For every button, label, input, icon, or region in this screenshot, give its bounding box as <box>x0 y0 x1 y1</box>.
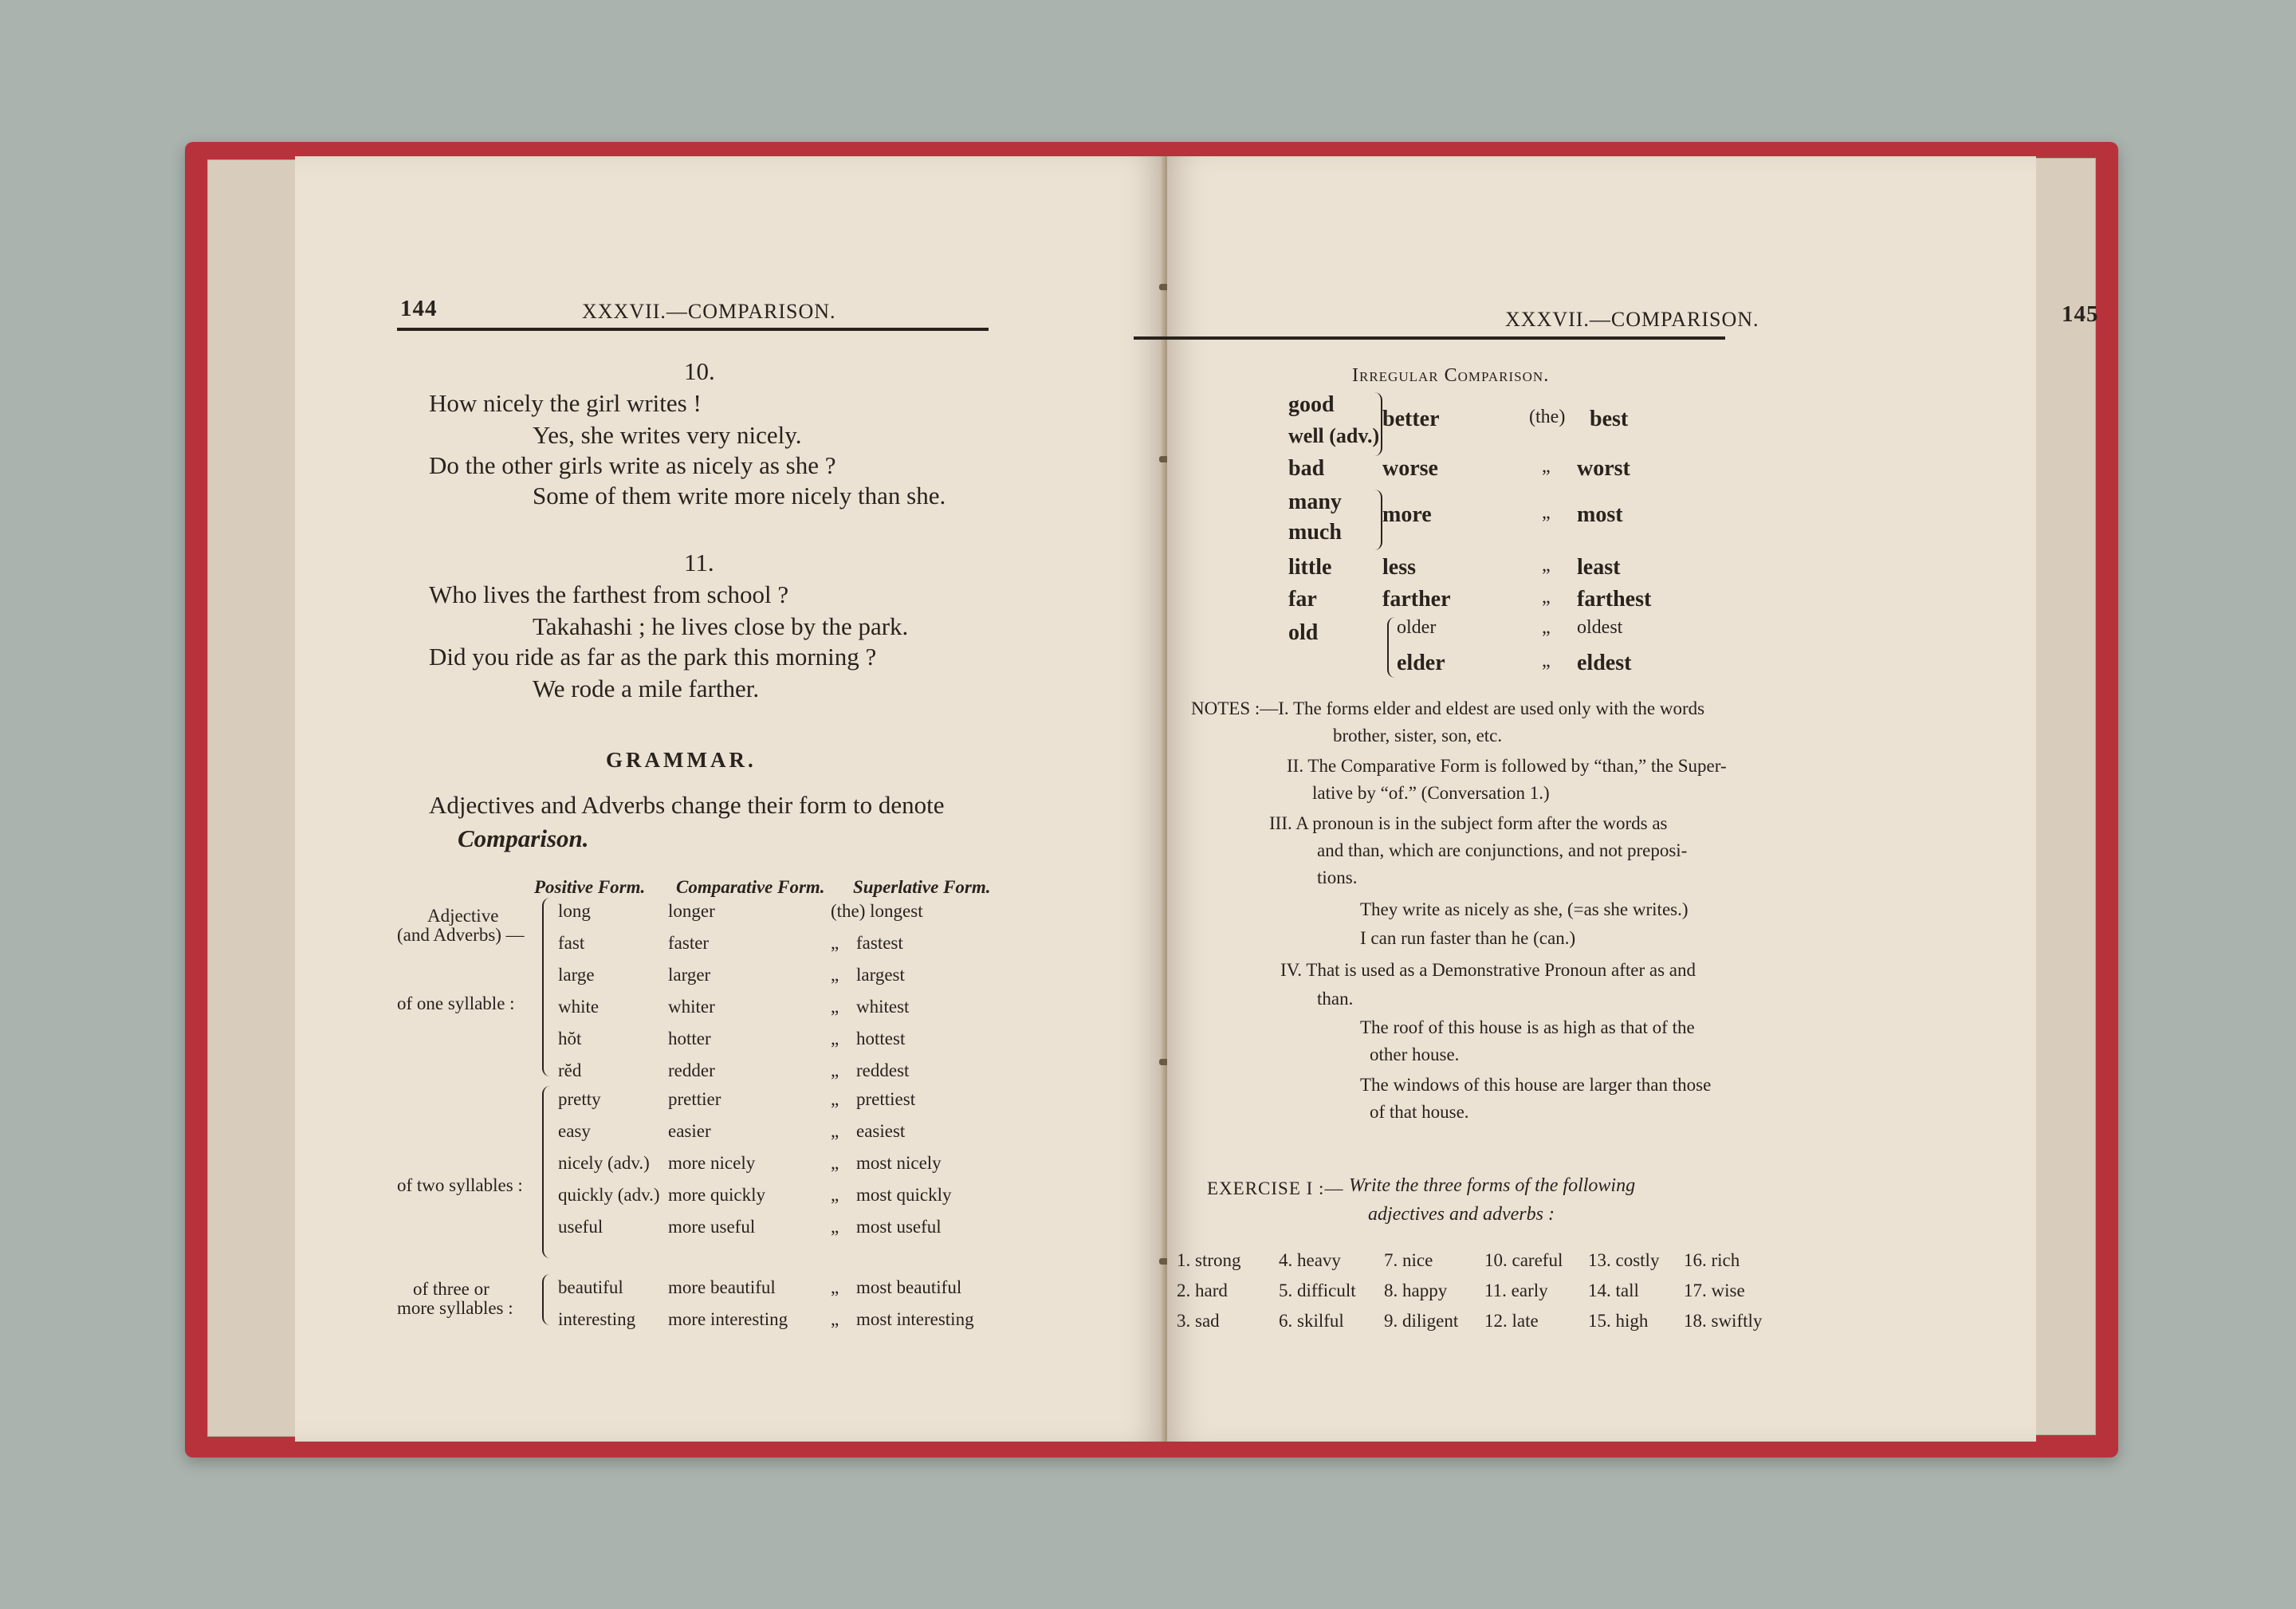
text-line: Who lives the farthest from school ? <box>429 580 789 608</box>
group-label: of three or <box>413 1279 489 1299</box>
positive-form: easy <box>558 1121 591 1141</box>
exercise-item: 5. difficult <box>1279 1281 1356 1300</box>
superlative-form: most interesting <box>856 1309 974 1329</box>
note-line: The windows of this house are larger than those <box>1360 1075 1712 1095</box>
note-line: NOTES :—I. The forms elder and eldest are used only with the words <box>1191 698 1705 718</box>
positive-form: pretty <box>558 1089 601 1109</box>
exercise-instruction: adjectives and adverbs : <box>1368 1204 1555 1225</box>
positive-form: good <box>1288 392 1335 417</box>
superlative-form: oldest <box>1577 617 1623 638</box>
comparative-form: more quickly <box>668 1185 765 1205</box>
comparative-form: prettier <box>668 1089 721 1109</box>
group-label: of two syllables : <box>397 1175 523 1195</box>
note-line: II. The Comparative Form is followed by “than,” the Super- <box>1287 756 1727 776</box>
exercise-item: 3. sad <box>1177 1311 1220 1331</box>
note-line: The roof of this house is as high as that of the <box>1360 1017 1695 1037</box>
text-line: We rode a mile farther. <box>533 675 760 702</box>
comparative-form: elder <box>1397 651 1445 675</box>
superlative-form: worst <box>1577 456 1630 481</box>
ditto-mark: „ <box>831 1060 839 1080</box>
comparative-form: hotter <box>668 1029 711 1048</box>
exercise-item: 1. strong <box>1177 1250 1241 1270</box>
open-book <box>185 142 2118 1458</box>
superlative-form: eldest <box>1577 651 1632 675</box>
text-line: Some of them write more nicely than she. <box>533 482 946 509</box>
positive-form: beautiful <box>558 1277 623 1297</box>
brace <box>1373 490 1382 550</box>
grammar-text: Adjectives and Adverbs change their form to denote <box>429 791 945 819</box>
positive-form: fast <box>558 933 585 953</box>
ditto-mark: „ <box>831 933 839 953</box>
superlative-form: easiest <box>856 1121 906 1141</box>
text-line: How nicely the girl writes ! <box>429 389 702 417</box>
text-line: Did you ride as far as the park this morning ? <box>429 643 877 671</box>
brace <box>542 1274 553 1325</box>
superlative-form: most <box>1577 502 1623 527</box>
ditto-mark: „ <box>1542 651 1551 671</box>
positive-form: long <box>558 901 591 921</box>
ditto-mark: „ <box>831 1089 839 1109</box>
comparative-form: whiter <box>668 997 715 1017</box>
ditto-mark: „ <box>1542 617 1551 638</box>
comparative-form: farther <box>1382 587 1451 612</box>
note-line: of that house. <box>1370 1102 1469 1122</box>
text-line: Do the other girls write as nicely as she ? <box>429 451 836 479</box>
exercise-item: 12. late <box>1484 1311 1539 1331</box>
ditto-mark: „ <box>831 1029 839 1048</box>
superlative-form: least <box>1577 555 1621 580</box>
ditto-mark: „ <box>831 1153 839 1173</box>
positive-form: hŏt <box>558 1029 582 1048</box>
positive-form: useful <box>558 1217 603 1237</box>
positive-form: little <box>1288 555 1332 580</box>
running-head-left: XXXVII.—COMPARISON. <box>582 300 836 323</box>
brace <box>1373 392 1382 456</box>
exercise-item: 8. happy <box>1384 1281 1448 1300</box>
comparative-form: more interesting <box>668 1309 788 1329</box>
header-rule-right <box>1134 336 1725 340</box>
positive-form: interesting <box>558 1309 636 1329</box>
ditto-mark: „ <box>1542 502 1551 523</box>
ditto-mark: „ <box>831 1121 839 1141</box>
conversation-number: 11. <box>684 549 714 576</box>
brace <box>1387 617 1397 678</box>
superlative-form: fastest <box>856 933 903 953</box>
note-line: tions. <box>1317 867 1358 887</box>
note-line: than. <box>1317 989 1354 1009</box>
comparative-form: more nicely <box>668 1153 756 1173</box>
exercise-instruction: Write the three forms of the following <box>1349 1175 1636 1196</box>
superlative-form: most quickly <box>856 1185 952 1205</box>
superlative-form: best <box>1590 407 1629 431</box>
exercise-item: 11. early <box>1484 1281 1548 1300</box>
right-page <box>1167 156 2099 1442</box>
exercise-item: 4. heavy <box>1279 1250 1341 1270</box>
comparative-form: better <box>1382 407 1440 431</box>
table-header-comparative: Comparative Form. <box>676 877 825 897</box>
exercise-item: 13. costly <box>1588 1250 1660 1270</box>
exercise-item: 9. diligent <box>1384 1311 1459 1331</box>
comparative-form: older <box>1397 617 1437 638</box>
comparative-form: more beautiful <box>668 1277 776 1297</box>
comparative-form: longer <box>668 901 715 921</box>
note-line: They write as nicely as she, (=as she writes.) <box>1360 899 1689 919</box>
positive-form: bad <box>1288 456 1325 481</box>
positive-form: rĕd <box>558 1060 582 1080</box>
grammar-heading: GRAMMAR. <box>606 748 757 772</box>
note-line: lative by “of.” (Conversation 1.) <box>1312 783 1550 803</box>
brace <box>542 1086 553 1258</box>
comparative-form: less <box>1382 555 1416 580</box>
positive-form: white <box>558 997 600 1017</box>
text-line: Yes, she writes very nicely. <box>533 421 802 449</box>
note-line: and than, which are conjunctions, and not preposi- <box>1317 840 1688 860</box>
text-line: Takahashi ; he lives close by the park. <box>533 612 909 640</box>
comparative-form: more <box>1382 502 1432 527</box>
positive-form: nicely (adv.) <box>558 1153 650 1173</box>
group-label: (and Adverbs) — <box>397 925 525 945</box>
note-line: III. A pronoun is in the subject form after the words as <box>1269 813 1668 833</box>
ditto-mark: „ <box>831 1277 839 1297</box>
superlative-form: (the) longest <box>831 901 923 921</box>
exercise-label: EXERCISE I :— <box>1207 1178 1344 1198</box>
positive-form: old <box>1288 620 1319 645</box>
exercise-item: 18. swiftly <box>1684 1311 1763 1331</box>
exercise-item: 10. careful <box>1484 1250 1563 1270</box>
exercise-item: 15. high <box>1588 1311 1649 1331</box>
page-stack-left <box>207 159 305 1437</box>
ditto-mark: „ <box>831 1185 839 1205</box>
positive-form: quickly (adv.) <box>558 1185 660 1205</box>
comparative-form: faster <box>668 933 710 953</box>
exercise-item: 6. skilful <box>1279 1311 1344 1331</box>
ditto-mark: „ <box>831 1309 839 1329</box>
exercise-item: 7. nice <box>1384 1250 1433 1270</box>
conversation-number: 10. <box>684 357 715 385</box>
superlative-form: reddest <box>856 1060 910 1080</box>
superlative-form: most useful <box>856 1217 942 1237</box>
positive-form: much <box>1288 520 1342 545</box>
exercise-item: 16. rich <box>1684 1250 1740 1270</box>
superlative-form: farthest <box>1577 587 1652 612</box>
positive-form: far <box>1288 587 1317 612</box>
group-label: more syllables : <box>397 1298 513 1318</box>
ditto-mark: „ <box>831 965 839 985</box>
section-title: Irregular Comparison. <box>1352 365 1550 386</box>
note-line: IV. That is used as a Demonstrative Pronoun after as and <box>1280 960 1696 980</box>
page-number-right: 145 <box>2062 301 2099 327</box>
grammar-term: Comparison. <box>458 824 589 852</box>
header-rule-left <box>397 328 989 331</box>
ditto-mark: „ <box>1542 587 1551 608</box>
positive-form: many <box>1288 490 1342 514</box>
left-page <box>295 156 1164 1442</box>
comparative-form: redder <box>668 1060 715 1080</box>
ditto-mark: „ <box>1542 555 1551 576</box>
brace <box>542 898 553 1076</box>
group-label: Adjective <box>427 906 499 926</box>
positive-form: large <box>558 965 595 985</box>
superlative-form: most nicely <box>856 1153 942 1173</box>
superlative-form: whitest <box>856 997 910 1017</box>
comparative-form: easier <box>668 1121 711 1141</box>
ditto-mark: „ <box>831 1217 839 1237</box>
note-line: brother, sister, son, etc. <box>1333 726 1503 745</box>
table-header-superlative: Superlative Form. <box>853 877 991 897</box>
running-head-right: XXXVII.—COMPARISON. <box>1505 308 1759 331</box>
comparative-form: larger <box>668 965 711 985</box>
exercise-item: 14. tall <box>1588 1281 1639 1300</box>
comparative-form: more useful <box>668 1217 756 1237</box>
ditto-mark: „ <box>831 997 839 1017</box>
note-line: other house. <box>1370 1044 1460 1064</box>
group-label: of one syllable : <box>397 993 515 1013</box>
page-number-left: 144 <box>400 296 438 321</box>
note-line: I can run faster than he (can.) <box>1360 928 1576 948</box>
exercise-item: 17. wise <box>1684 1281 1745 1300</box>
positive-form: well (adv.) <box>1288 424 1380 447</box>
superlative-form: most beautiful <box>856 1277 962 1297</box>
superlative-form: largest <box>856 965 905 985</box>
superlative-form: hottest <box>856 1029 906 1048</box>
comparative-form: worse <box>1382 456 1438 481</box>
superlative-form: prettiest <box>856 1089 916 1109</box>
table-header-positive: Positive Form. <box>534 877 646 897</box>
ditto-mark: (the) <box>1529 407 1566 427</box>
exercise-item: 2. hard <box>1177 1281 1228 1300</box>
ditto-mark: „ <box>1542 456 1551 477</box>
